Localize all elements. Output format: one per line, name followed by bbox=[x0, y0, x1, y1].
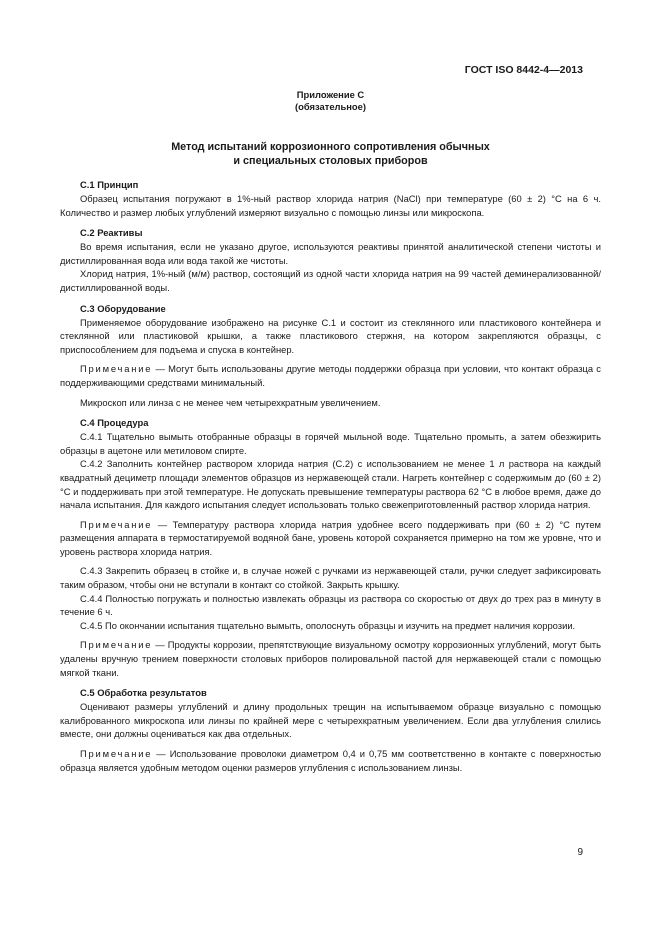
note-label: Примечание bbox=[80, 363, 153, 375]
note-label: Примечание bbox=[80, 748, 153, 759]
section-reagents bbox=[60, 226, 601, 294]
paragraph: Во время испытания, если не указано другое, используются реактивы принятой аналитической степени чистоты и дистиллированная вода или вода такой же чистоты. bbox=[60, 241, 601, 266]
note-text: — Температуру раствора хлорида натрия удобнее всего поддерживать при (60 ± 2) °С путем размещения аппарата в термостатируемой водяной бане, уровень которой сохраняется примерно на том же уровне, что и уровень раствора хлорида натрия. bbox=[60, 518, 601, 557]
paragraph: Хлорид натрия, 1%-ный (м/м) раствор, состоящий из одной части хлорида натрия на 99 частей деминерализованной/дистиллированной воды. bbox=[60, 268, 601, 293]
annex-status: (обязательное) bbox=[295, 101, 366, 112]
paragraph: Применяемое оборудование изображено на рисунке С.1 и состоит из стеклянного или пластикового контейнера и стеклянной или пластиковой крышки, а также пластикового стержня, на котором закрепляются образцы, с приспособлением для подъема и спуска в контейнер. bbox=[60, 316, 601, 355]
note bbox=[60, 638, 601, 679]
section-heading: С.3 Оборудование bbox=[80, 302, 166, 314]
paragraph: С.4.4 Полностью погружать и полностью извлекать образцы из раствора со скоростью от двух до трех раз в минуту в течение 6 ч. bbox=[60, 592, 601, 618]
note bbox=[60, 518, 601, 559]
note bbox=[60, 747, 601, 774]
standard-code: ГОСТ ISO 8442-4—2013 bbox=[464, 64, 583, 76]
note-text: — Могут быть использованы другие методы поддержки образца при условии, что контакт образца с поддерживающими средствами минимальный. bbox=[60, 363, 601, 388]
method-title bbox=[60, 140, 601, 168]
paragraph: С.4.3 Закрепить образец в стойке и, в случае ножей с ручками из нержавеющей стали, ручки следует зафиксировать таким образом, чтобы они не вступали в контакт со стойкой. Закрыть крышку. bbox=[60, 565, 601, 591]
paragraph: С.4.2 Заполнить контейнер раствором хлорида натрия (С.2) с использованием не менее 1 л раствора на каждый квадратный дециметр площади элементов образцов из нержавеющей стали. Нагреть контейнер с содержимым до (60 ± 2) °С и поддерживать при этой температуре. Не допускать превышение температуры раствора 62 °С в любое время, даже до начала испытания. Для каждого испытания следует использовать только свежеприготовленный раствор хлорида натрия. bbox=[60, 458, 601, 511]
section-results bbox=[60, 686, 601, 774]
note-text: — Продукты коррозии, препятствующие визуальному осмотру коррозионных углублений, могут быть удалены вручную трением поверхности столовых приборов полировальной пастой для нержавеющей стали с помощью мягкой ткани. bbox=[60, 639, 601, 678]
note-text: — Использование проволоки диаметром 0,4 и 0,75 мм соответственно в контакте с поверхностью образца является удобным методом оценки размеров углубления с использованием линзы. bbox=[60, 748, 601, 773]
section-heading: С.4 Процедура bbox=[80, 417, 149, 429]
section-heading: С.2 Реактивы bbox=[80, 227, 143, 239]
page-number: 9 bbox=[577, 847, 583, 858]
document-body bbox=[60, 178, 601, 774]
paragraph: Микроскоп или линза с не менее чем четырехкратным увеличением. bbox=[80, 396, 381, 408]
section-equipment bbox=[60, 302, 601, 410]
paragraph: Оценивают размеры углублений и длину продольных трещин на испытываемом образце визуально с помощью калиброванного микроскопа или линзы по крайней мере с четырехкратным увеличением. Если два углубления слились вместе, они должны оцениваться как два отдельных. bbox=[60, 701, 601, 740]
method-title-line-1: Метод испытаний коррозионного сопротивления обычных bbox=[171, 141, 490, 153]
method-title-line-2: и специальных столовых приборов bbox=[233, 155, 428, 167]
paragraph: Образец испытания погружают в 1%-ный раствор хлорида натрия (NaCl) при температуре (60 ± 2) °С на 6 ч. Количество и размер любых углублений измеряют визуально с помощью линзы или микроскопа. bbox=[60, 193, 601, 218]
section-principle bbox=[60, 178, 601, 219]
section-heading: С.5 Обработка результатов bbox=[80, 687, 207, 699]
note-label: Примечание bbox=[80, 639, 153, 651]
section-heading: С.1 Принцип bbox=[80, 179, 139, 190]
paragraph: С.4.1 Тщательно вымыть отобранные образцы в горячей мыльной воде. Тщательно промыть, а затем обезжирить образцы в ацетоне или метиловом спирте. bbox=[60, 431, 601, 456]
annex-title: Приложение С bbox=[296, 89, 365, 100]
section-procedure bbox=[60, 416, 601, 679]
paragraph: С.4.5 По окончании испытания тщательно вымыть, ополоснуть образцы и изучить на предмет наличия коррозии. bbox=[80, 619, 576, 631]
note-label: Примечание bbox=[80, 518, 153, 530]
note bbox=[60, 362, 601, 389]
